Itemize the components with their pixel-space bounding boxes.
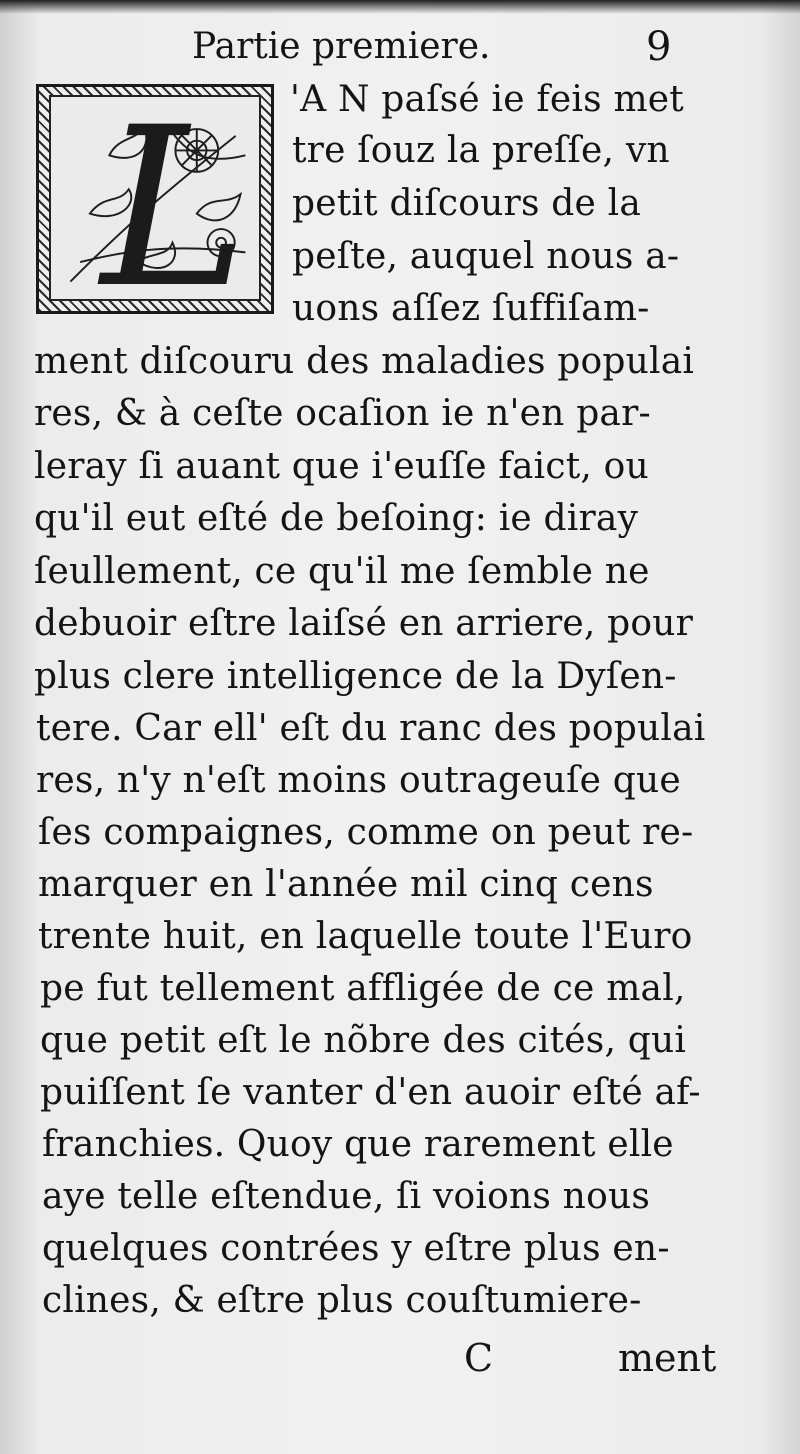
text-line-10: ſeullement, ce qu'il me ſemble ne xyxy=(34,551,650,592)
text-line-15: ſes compaignes, comme on peut re- xyxy=(38,812,694,853)
text-line-20: puiſſent ſe vanter d'en auoir eſté af- xyxy=(40,1072,701,1113)
text-line-13: tere. Car ell' eſt du ranc des populai xyxy=(36,708,706,749)
text-line-9: qu'il eut eſté de beſoing: ie diray xyxy=(34,498,639,539)
text-line-4: peſte, auquel nous a- xyxy=(292,236,680,277)
initial-letter: L xyxy=(100,80,248,336)
catchword: ment xyxy=(618,1336,717,1380)
text-line-23: quelques contrées y eſtre plus en- xyxy=(42,1228,670,1269)
text-line-5: uons aſſez ſuffiſam- xyxy=(292,288,650,329)
text-line-22: aye telle eſtendue, ſi voions nous xyxy=(42,1176,651,1217)
text-line-16: marquer en l'année mil cinq cens xyxy=(38,864,654,905)
text-line-17: trente huit, en laquelle toute l'Euro xyxy=(38,916,693,957)
text-line-12: plus clere intelligence de la Dyſen- xyxy=(34,656,677,697)
text-line-6: ment diſcouru des maladies populai xyxy=(34,341,695,382)
text-line-3: petit diſcours de la xyxy=(292,183,642,224)
text-line-7: res, & à ceſte ocaſion ie n'en par- xyxy=(34,393,651,434)
text-line-19: que petit eſt le nõbre des cités, qui xyxy=(40,1020,687,1061)
text-line-21: franchies. Quoy que rarement elle xyxy=(42,1124,674,1165)
signature-mark: C xyxy=(464,1336,494,1380)
text-line-24: clines, & eſtre plus couſtumiere- xyxy=(42,1280,642,1321)
running-head: Partie premiere. xyxy=(192,26,491,67)
page-number: 9 xyxy=(646,24,672,70)
text-line-14: res, n'y n'eſt moins outrageuſe que xyxy=(36,760,681,801)
text-line-11: debuoir eſtre laiſsé en arriere, pour xyxy=(34,603,694,644)
text-line-8: leray ſi auant que i'euſſe faict, ou xyxy=(34,446,649,487)
text-line-18: pe fut tellement affligée de ce mal, xyxy=(40,968,686,1009)
text-line-2: tre ſouz la preſſe, vn xyxy=(292,130,670,171)
text-line-1: 'A N paſsé ie feis met xyxy=(290,79,684,120)
